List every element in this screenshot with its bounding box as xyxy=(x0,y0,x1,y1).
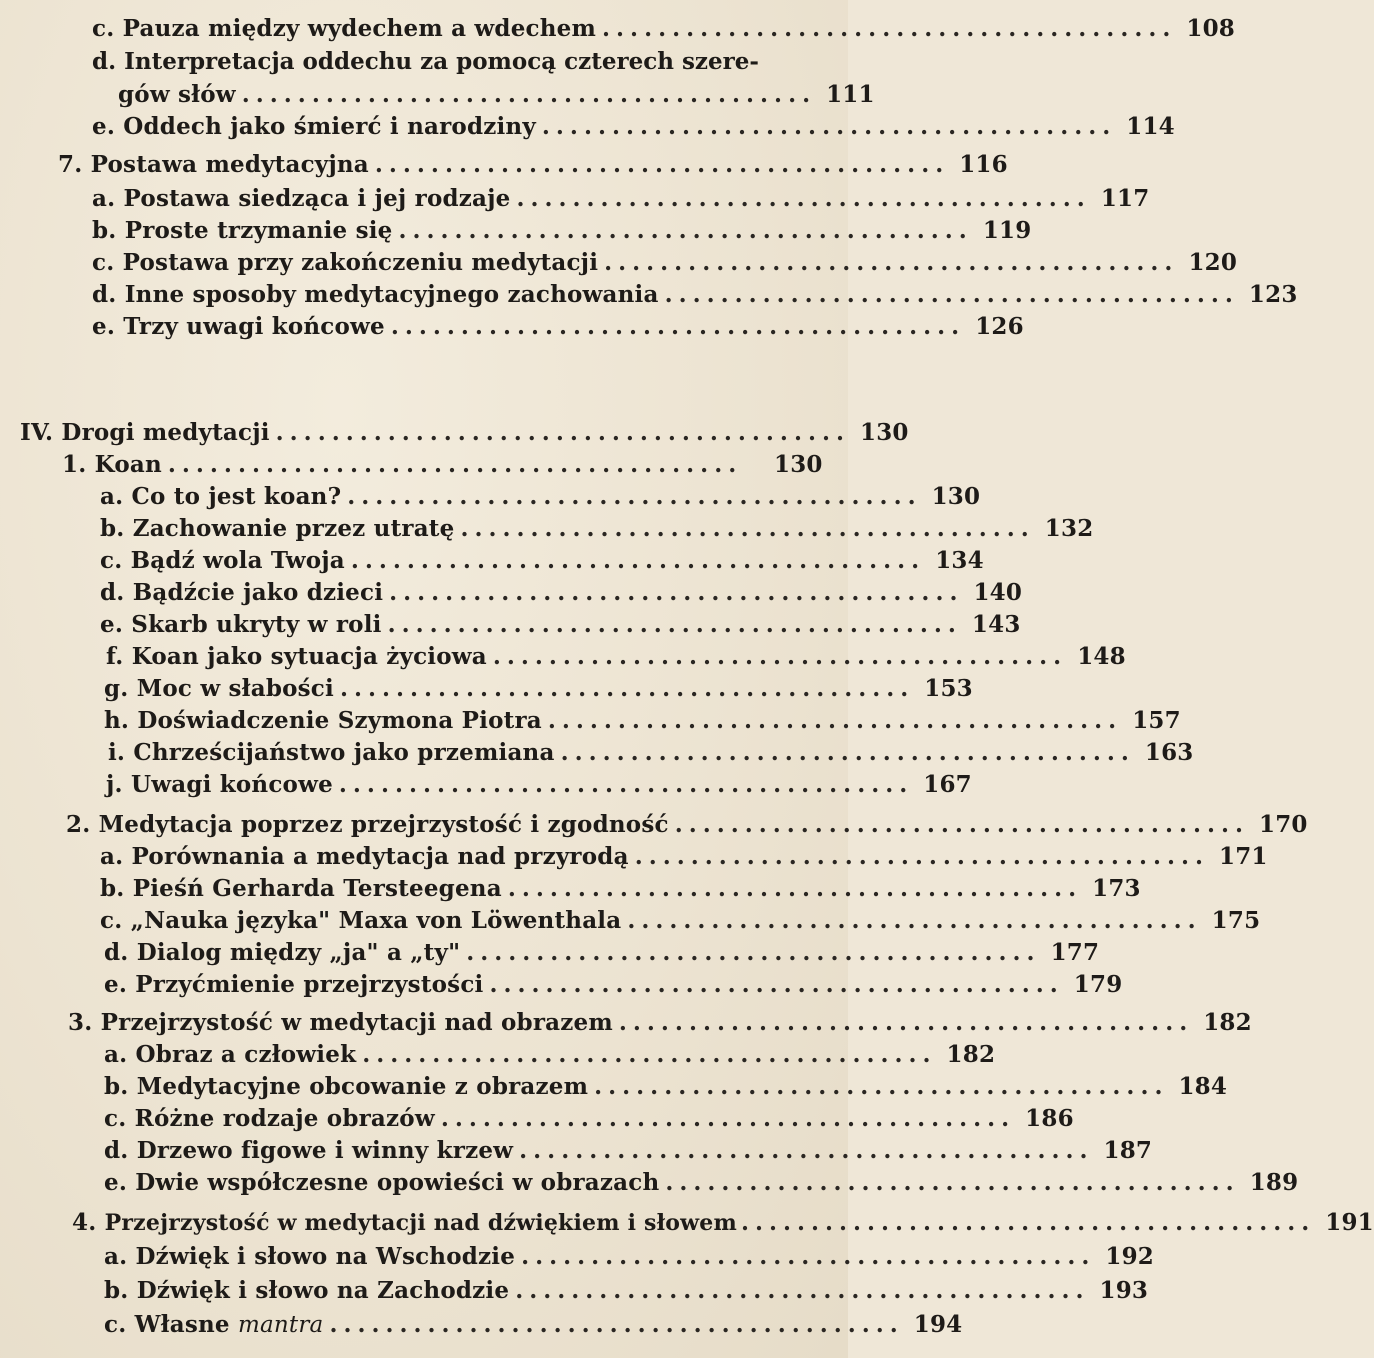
toc-entry xyxy=(100,544,984,574)
toc-entry-title: Dwie współczesne opowieści w obrazach xyxy=(135,1169,660,1196)
toc-entry-number: 2. xyxy=(66,811,91,838)
leader-dots: ......................................... xyxy=(374,151,950,178)
toc-entry-title: Postawa siedząca i jej rodzaje xyxy=(123,185,511,212)
toc-entry-page: 177 xyxy=(1050,939,1100,966)
toc-entry-title-continued: gów słów xyxy=(118,81,236,108)
toc-entry-number: d. xyxy=(92,48,117,75)
toc-entry-title: Oddech jako śmierć i narodziny xyxy=(123,113,536,140)
leader-dots: ......................................... xyxy=(515,1277,1090,1304)
leader-dots: ......................................... xyxy=(519,1137,1094,1164)
toc-entry-page: 182 xyxy=(1203,1009,1252,1036)
leader-dots: ......................................... xyxy=(547,707,1123,734)
toc-entry-number: c. xyxy=(104,1105,127,1132)
toc-entry-page: 173 xyxy=(1092,875,1141,902)
toc-entry-title: Dźwięk i słowo na Zachodzie xyxy=(136,1277,510,1304)
toc-entry-number: c. xyxy=(100,547,123,574)
toc-entry xyxy=(104,968,1123,998)
toc-entry-number: c. xyxy=(92,15,115,42)
toc-entry-title: Własne xyxy=(134,1311,230,1338)
leader-dots: ......................................... xyxy=(329,1311,904,1338)
toc-entry xyxy=(104,1134,1153,1164)
toc-entry xyxy=(104,672,973,702)
toc-entry xyxy=(58,148,1008,178)
toc-entry-page: 123 xyxy=(1248,281,1298,308)
toc-entry-page: 108 xyxy=(1186,15,1235,42)
toc-entry-page: 157 xyxy=(1132,707,1181,734)
toc-entry xyxy=(92,182,1150,212)
toc-entry-number: d. xyxy=(104,939,129,966)
toc-entry-title: Inne sposoby medytacyjnego zachowania xyxy=(124,281,659,308)
leader-dots: ......................................... xyxy=(492,643,1068,670)
toc-entry xyxy=(92,278,1298,308)
toc-entry-title: Drzewo figowe i winny krzew xyxy=(136,1137,514,1164)
toc-entry-number: b. xyxy=(100,515,125,542)
toc-entry xyxy=(68,1006,1252,1036)
toc-entry-title: Interpretacja oddechu za pomocą czterech szere- xyxy=(124,48,759,75)
leader-dots: ......................................... xyxy=(560,739,1135,766)
toc-entry-number: b. xyxy=(92,217,117,244)
toc-entry-title: Bądź wola Twoja xyxy=(130,547,345,574)
toc-entry xyxy=(104,1038,996,1068)
toc-entry xyxy=(92,310,1024,340)
toc-entry-title: Dźwięk i słowo na Wschodzie xyxy=(135,1243,516,1270)
toc-entry-title: „Nauka języka" Maxa von Löwenthala xyxy=(130,907,622,934)
toc-entry-page: 130 xyxy=(931,483,981,510)
toc-entry-title: Medytacja poprzez przejrzystość i zgodność xyxy=(98,811,669,838)
toc-entry-number: a. xyxy=(104,1243,128,1270)
toc-entry-number: 4. xyxy=(72,1209,97,1236)
leader-dots: ......................................... xyxy=(740,1209,1316,1236)
toc-entry-page: 126 xyxy=(975,313,1024,340)
toc-entry-page: 130 xyxy=(859,419,909,446)
leader-dots: ......................................... xyxy=(241,81,817,108)
toc-entry-page: 186 xyxy=(1025,1105,1074,1132)
toc-entry-number: IV. xyxy=(20,419,54,446)
toc-entry-title: Bądźcie jako dzieci xyxy=(132,579,384,606)
leader-dots: ......................................... xyxy=(665,1169,1240,1196)
toc-entry-title: Drogi medytacji xyxy=(61,419,270,446)
toc-entry-title: Chrześcijaństwo jako przemiana xyxy=(133,739,555,766)
toc-entry xyxy=(106,768,972,798)
leader-dots: ......................................... xyxy=(347,483,922,510)
toc-entry xyxy=(104,1308,963,1338)
toc-entry-page: 187 xyxy=(1103,1137,1153,1164)
toc-entry-title: Postawa medytacyjna xyxy=(90,151,369,178)
toc-entry-title: Trzy uwagi końcowe xyxy=(123,313,385,340)
toc-entry-page: 153 xyxy=(924,675,973,702)
toc-entry-page: 163 xyxy=(1144,739,1194,766)
toc-entry-title: Moc w słabości xyxy=(136,675,334,702)
toc-entry-title: Uwagi końcowe xyxy=(130,771,333,798)
toc-entry-page: 117 xyxy=(1100,185,1150,212)
toc-entry-number: a. xyxy=(100,843,124,870)
toc-entry-number: g. xyxy=(104,675,129,702)
leader-dots: ......................................... xyxy=(398,217,973,244)
leader-dots: ......................................... xyxy=(507,875,1083,902)
toc-entry xyxy=(100,872,1141,902)
toc-entry-page: 179 xyxy=(1073,971,1123,998)
leader-dots: ......................................... xyxy=(387,611,962,638)
toc-entry-number: b. xyxy=(104,1073,129,1100)
toc-entry-number: e. xyxy=(92,313,116,340)
toc-entry-page: 167 xyxy=(923,771,972,798)
toc-entry-page: 143 xyxy=(971,611,1021,638)
leader-dots: ......................................... xyxy=(516,185,1091,212)
toc-entry xyxy=(100,608,1021,638)
leader-dots: ......................................... xyxy=(167,451,743,478)
toc-entry-title: Medytacyjne obcowanie z obrazem xyxy=(136,1073,589,1100)
toc-entry-number: j. xyxy=(106,771,123,798)
toc-entry-number: a. xyxy=(100,483,124,510)
toc-entry-title: Proste trzymanie się xyxy=(124,217,393,244)
toc-entry-title: Przejrzystość w medytacji nad dźwiękiem i słowem xyxy=(104,1210,737,1236)
toc-entry xyxy=(104,704,1181,734)
leader-dots: ......................................... xyxy=(602,15,1177,42)
toc-entry-page: 140 xyxy=(973,579,1023,606)
leader-dots: ......................................... xyxy=(338,771,914,798)
toc-entry-page: 194 xyxy=(913,1311,963,1338)
toc-entry xyxy=(92,214,1032,244)
leader-dots: ......................................... xyxy=(627,907,1202,934)
leader-dots: ......................................... xyxy=(489,971,1064,998)
toc-entry xyxy=(66,808,1308,838)
toc-entry xyxy=(104,1102,1074,1132)
toc-entry-title: Doświadczenie Szymona Piotra xyxy=(137,707,542,734)
toc-entry-page: 192 xyxy=(1105,1243,1155,1270)
leader-dots: ......................................... xyxy=(618,1009,1194,1036)
toc-entry-number: e. xyxy=(92,113,116,140)
toc-entry-number: 7. xyxy=(58,151,83,178)
leader-dots: ......................................... xyxy=(440,1105,1016,1132)
toc-entry xyxy=(104,1166,1299,1196)
toc-entry xyxy=(92,12,1235,42)
toc-entry xyxy=(92,246,1238,276)
leader-dots: ......................................... xyxy=(389,579,964,606)
toc-entry-number: d. xyxy=(92,281,117,308)
toc-entry-title: Zachowanie przez utratę xyxy=(132,515,455,542)
toc-entry-page: 189 xyxy=(1249,1169,1299,1196)
toc-entry-title: Obraz a człowiek xyxy=(135,1041,357,1068)
toc-entry-number: a. xyxy=(104,1041,128,1068)
toc-entry-title: Dialog między „ja" a „ty" xyxy=(136,939,461,966)
toc-entry-page: 130 xyxy=(774,451,823,478)
toc-entry-title: Przyćmienie przejrzystości xyxy=(135,971,484,998)
toc-entry-title: Porównania a medytacja nad przyrodą xyxy=(131,843,629,870)
toc-entry-number: 1. xyxy=(62,451,87,478)
leader-dots: ......................................... xyxy=(339,675,915,702)
toc-entry-page: 193 xyxy=(1099,1277,1149,1304)
toc-entry-page: 119 xyxy=(982,217,1032,244)
toc-entry xyxy=(100,480,981,510)
toc-entry-page: 171 xyxy=(1219,843,1268,870)
leader-dots: ......................................... xyxy=(604,249,1179,276)
toc-entry-first-line xyxy=(92,48,759,75)
toc-entry-number: e. xyxy=(104,1169,128,1196)
leader-dots: ......................................... xyxy=(390,313,966,340)
toc-entry-title: Postawa przy zakończeniu medytacji xyxy=(122,249,599,276)
toc-entry xyxy=(108,736,1194,766)
leader-dots: ......................................... xyxy=(466,939,1041,966)
toc-entry xyxy=(106,640,1126,670)
toc-entry-number: i. xyxy=(108,739,126,766)
toc-entry-page: 134 xyxy=(935,547,984,574)
toc-entry xyxy=(100,512,1094,542)
toc-entry xyxy=(100,840,1268,870)
toc-entry-title: Koan jako sytuacja życiowa xyxy=(131,643,487,670)
leader-dots: ......................................... xyxy=(541,113,1117,140)
toc-entry xyxy=(62,448,822,478)
leader-dots: ......................................... xyxy=(362,1041,937,1068)
toc-entry-page: 114 xyxy=(1126,113,1175,140)
toc-entry-number: e. xyxy=(100,611,124,638)
toc-entry-number: 3. xyxy=(68,1009,93,1036)
toc-entry-page: 182 xyxy=(946,1041,996,1068)
toc-entry-number: e. xyxy=(104,971,128,998)
toc-entry-number: b. xyxy=(104,1277,129,1304)
toc-entry-title-italic: mantra xyxy=(237,1312,324,1338)
toc-entry xyxy=(104,1240,1155,1270)
toc-entry-title: Przejrzystość w medytacji nad obrazem xyxy=(100,1009,613,1036)
toc-entry-number: h. xyxy=(104,707,130,734)
leader-dots: ......................................... xyxy=(594,1073,1169,1100)
toc-entry-title: Koan xyxy=(94,451,162,478)
toc-entry-title: Różne rodzaje obrazów xyxy=(134,1105,435,1132)
leader-dots: ......................................... xyxy=(275,419,850,446)
leader-dots: ......................................... xyxy=(350,547,926,574)
toc-entry-page: 170 xyxy=(1259,811,1308,838)
toc-entry-number: b. xyxy=(100,875,125,902)
toc-entry xyxy=(72,1206,1374,1236)
toc-entry-page: 116 xyxy=(959,151,1008,178)
toc-entry-page: 184 xyxy=(1178,1073,1228,1100)
toc-entry xyxy=(104,1070,1228,1100)
toc-entry-page: 111 xyxy=(826,81,875,108)
toc-entry xyxy=(100,576,1023,606)
toc-entry xyxy=(118,78,875,108)
toc-entry xyxy=(100,904,1261,934)
toc-entry-number: d. xyxy=(104,1137,129,1164)
toc-entry-title: Skarb ukryty w roli xyxy=(131,611,382,638)
toc-entry-number: a. xyxy=(92,185,116,212)
toc-entry xyxy=(92,110,1175,140)
toc-entry xyxy=(104,936,1100,966)
toc-entry-page: 132 xyxy=(1044,515,1094,542)
toc-entry-page: 175 xyxy=(1211,907,1261,934)
toc-entry-number: c. xyxy=(104,1311,127,1338)
leader-dots: ......................................... xyxy=(674,811,1249,838)
toc-entry-title: Pauza między wydechem a wdechem xyxy=(122,15,597,42)
leader-dots: ......................................... xyxy=(634,843,1209,870)
toc-entry-number: c. xyxy=(100,907,123,934)
toc-entry-number: c. xyxy=(92,249,115,276)
leader-dots: ......................................... xyxy=(664,281,1239,308)
toc-entry-page: 191 xyxy=(1325,1209,1374,1236)
toc-entry-number: d. xyxy=(100,579,125,606)
toc-chapter-entry xyxy=(20,416,909,446)
toc-entry-title: Pieśń Gerharda Tersteegena xyxy=(132,875,502,902)
toc-entry-number: f. xyxy=(106,643,124,670)
toc-entry-page: 148 xyxy=(1077,643,1126,670)
toc-entry-title: Co to jest koan? xyxy=(131,483,342,510)
toc-entry-page: 120 xyxy=(1188,249,1238,276)
toc-entry xyxy=(104,1274,1149,1304)
leader-dots: ......................................... xyxy=(521,1243,1096,1270)
leader-dots: ......................................... xyxy=(460,515,1035,542)
